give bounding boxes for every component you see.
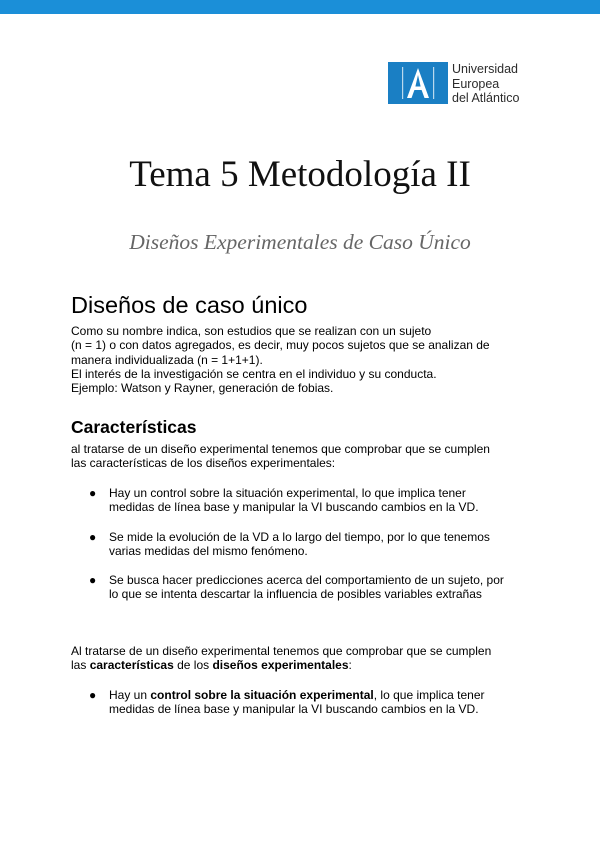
list-item [71, 486, 551, 515]
bold-term: características [89, 658, 174, 673]
document-title: Tema 5 Metodología II [129, 154, 471, 195]
text-run: de los [173, 658, 213, 673]
logo-line-3: del Atlántico [452, 91, 520, 105]
logo-line-1: Universidad [452, 62, 519, 76]
text-line: Se busca hacer predicciones acerca del comportamiento de un sujeto, por [109, 573, 504, 588]
bold-term: diseños experimentales [212, 658, 349, 673]
text-run: Hay un [109, 688, 151, 702]
section-heading-caracteristicas: Características [71, 417, 197, 437]
text-line: Al tratarse de un diseño experimental tenemos que comprobar que se cumplen [71, 644, 492, 658]
text-line: Se mide la evolución de la VD a lo largo del tiempo, por lo que tenemos [109, 529, 490, 544]
text-line: medidas de línea base y manipular la VI buscando cambios en la VD. [109, 500, 479, 515]
text-line: lo que se intenta descartar la influencia de posibles variables extrañas [109, 587, 482, 602]
university-logo [388, 62, 538, 106]
text-line: El interés de la investigación se centra en el individuo y su conducta. [71, 366, 437, 381]
list-item [71, 530, 551, 559]
logo-text [452, 62, 519, 106]
text-line: medidas de línea base y manipular la VI buscando cambios en la VD. [109, 702, 479, 717]
bullet-icon: ● [89, 486, 97, 500]
text-line: Como su nombre indica, son estudios que se realizan con un sujeto [71, 324, 432, 338]
bullet-icon: ● [89, 573, 97, 588]
text-line: Hay un control sobre la situación experimental, lo que implica tener [109, 486, 466, 500]
section1-paragraph [71, 324, 541, 395]
text-run: las [71, 658, 90, 673]
text-line: Ejemplo: Watson y Rayner, generación de fobias. [71, 381, 334, 396]
text-run: : [348, 658, 352, 673]
text-line: varias medidas del mismo fenómeno. [109, 543, 308, 558]
bullet-icon: ● [89, 529, 97, 544]
top-accent-bar [0, 0, 600, 14]
document-subtitle: Diseños Experimentales de Caso Único [129, 230, 471, 254]
characteristics-list [71, 486, 551, 602]
text-line: (n = 1) o con datos agregados, es decir, muy pocos sujetos que se analizan de [71, 338, 490, 353]
section-heading-casos: Diseños de caso único [71, 292, 308, 318]
uea-logo-icon [388, 62, 448, 104]
section3-list [71, 688, 551, 717]
text-line-mixed [109, 688, 551, 702]
list-item [71, 688, 551, 717]
section2-intro [71, 442, 541, 471]
text-line: las características de los diseños experimentales: [71, 456, 336, 471]
text-line: manera individualizada (n = 1+1+1). [71, 352, 263, 367]
list-item [71, 573, 551, 602]
bullet-icon: ● [89, 688, 97, 702]
logo-line-2: Europea [452, 76, 500, 91]
text-run: , lo que implica tener [373, 688, 485, 702]
section3-intro [71, 644, 541, 673]
bold-term: control sobre la situación experimental [150, 688, 374, 702]
text-line: al tratarse de un diseño experimental tenemos que comprobar que se cumplen [71, 442, 490, 456]
text-line-mixed [71, 658, 541, 672]
